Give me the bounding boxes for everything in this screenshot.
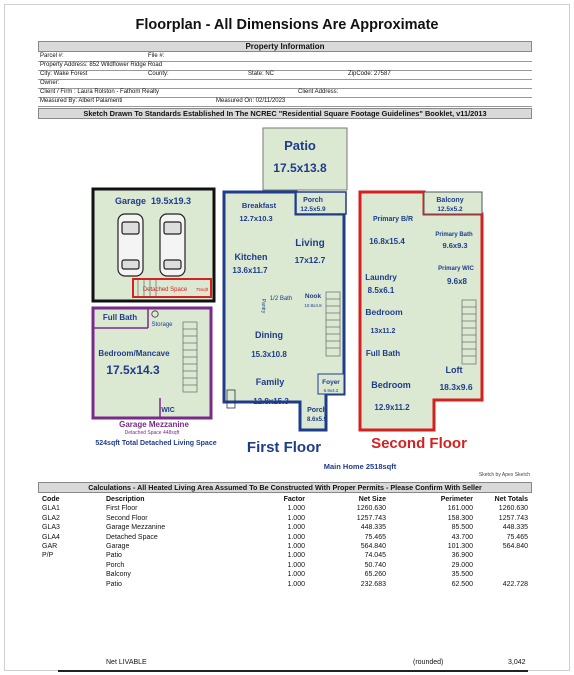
kitchen-label: Kitchen xyxy=(234,252,268,262)
dining-dim: 15.3x10.8 xyxy=(251,350,287,359)
info-row-measured xyxy=(38,97,532,107)
living-label: Living xyxy=(295,238,325,249)
table-row xyxy=(38,504,532,513)
measured-by-field: Measured By: Albert Palamenti xyxy=(40,98,123,104)
porch-top-dim: 12.5x5.9 xyxy=(300,206,326,213)
mezz-wic-label: WIC xyxy=(161,407,175,414)
primary-bath-dim: 9.6x9.3 xyxy=(442,241,468,250)
garage-label xyxy=(115,196,191,206)
bedroom-a-dim: 13x11.2 xyxy=(370,328,396,335)
net-livable-label: Net LIVABLE xyxy=(106,659,147,666)
calc-cell-perimeter: 161.000 xyxy=(447,505,473,513)
calc-cell-perimeter: 158.300 xyxy=(447,514,473,522)
table-row xyxy=(38,580,532,589)
breakfast-label: Breakfast xyxy=(241,201,277,210)
calc-cell-description: Detached Space xyxy=(106,533,158,541)
balcony-label: Balcony xyxy=(436,197,464,204)
calc-cell-perimeter: 35.500 xyxy=(451,571,473,579)
nook-dim: 10.8x4.8 xyxy=(304,303,322,308)
garage-name: Garage xyxy=(114,196,146,206)
calc-cell-perimeter: 36.900 xyxy=(451,552,473,560)
net-livable-value: 3,042 xyxy=(508,659,526,666)
calc-cell-net-total: 448.335 xyxy=(502,524,528,532)
calc-cell-perimeter: 29.000 xyxy=(451,561,473,569)
table-row xyxy=(38,514,532,523)
calc-cell-code: GLA4 xyxy=(42,533,60,541)
table-row xyxy=(38,533,532,542)
calculations-table xyxy=(38,495,532,589)
calc-col-perimeter: Perimeter xyxy=(440,496,473,503)
net-livable-rounded: (rounded) xyxy=(413,659,444,666)
net-livable-row xyxy=(38,659,532,669)
calc-col-net-size: Net Size xyxy=(358,496,386,503)
table-row xyxy=(38,561,532,570)
calc-cell-factor: 1.000 xyxy=(287,552,305,560)
kitchen-dim: 13.6x11.7 xyxy=(232,266,268,275)
porch-top-label: Porch xyxy=(303,197,323,204)
laundry-label: Laundry xyxy=(365,273,397,282)
calc-cell-code: GLA3 xyxy=(42,524,60,532)
calc-cell-code: GLA1 xyxy=(42,505,60,513)
mezz-full-bath-label: Full Bath xyxy=(102,313,138,322)
calc-cell-description: Patio xyxy=(106,552,122,560)
table-row xyxy=(38,570,532,579)
calc-cell-net-total: 75.465 xyxy=(506,533,528,541)
laundry-dim: 8.5x6.1 xyxy=(367,286,395,295)
calc-cell-factor: 1.000 xyxy=(287,571,305,579)
calc-cell-description: First Floor xyxy=(106,505,138,513)
half-bath-label: 1/2 Bath xyxy=(269,296,293,302)
state-field: State: NC xyxy=(248,71,275,77)
file-field: File #: xyxy=(148,53,165,59)
balcony-dim: 12.5x5.2 xyxy=(437,206,463,213)
calc-cell-net-size: 65.260 xyxy=(364,571,386,579)
porch-bottom-label: Porch xyxy=(307,407,327,414)
city-field: City: Wake Forest xyxy=(40,71,88,77)
client-firm-field: Client / Firm : Laura Rolston - Fathom Realty xyxy=(40,89,160,95)
measured-on-field: Measured On: 02/11/2023 xyxy=(216,98,286,104)
car-icon-right xyxy=(160,214,185,276)
full-bath-2-label: Full Bath xyxy=(365,349,401,358)
primary-br-label: Primary B/R xyxy=(372,216,414,223)
second-floor-label: Second Floor xyxy=(371,435,467,452)
calculations-banner: Calculations - All Heated Living Area Assumed To Be Constructed With Proper Permits - Please Confirm With Seller xyxy=(38,482,532,493)
calc-col-description: Description xyxy=(106,496,145,503)
foyer-label: Foyer xyxy=(322,379,340,386)
calc-cell-net-size: 448.335 xyxy=(360,524,386,532)
breakfast-dim: 12.7x10.3 xyxy=(239,214,273,223)
calc-cell-factor: 1.000 xyxy=(287,533,305,541)
primary-wic-label: Primary WIC xyxy=(438,266,474,272)
apex-sketch-credit: Sketch by Apex Sketch xyxy=(478,472,530,478)
calc-cell-code: P/P xyxy=(42,552,54,560)
calc-cell-description: Patio xyxy=(106,580,122,588)
detached-space-label: Detached Space xyxy=(142,287,188,293)
garage-dim: 19.5x19.3 xyxy=(150,196,192,206)
calc-cell-factor: 1.000 xyxy=(287,514,305,522)
bottom-rule xyxy=(58,670,528,672)
living-dim: 17x12.7 xyxy=(294,255,326,265)
calc-cell-factor: 1.000 xyxy=(287,542,305,550)
bedroom-mancave-dim: 17.5x14.3 xyxy=(106,363,160,377)
calc-cell-factor: 1.000 xyxy=(287,580,305,588)
family-dim: 12.8x15.3 xyxy=(253,397,289,406)
nook-label: Nook xyxy=(304,293,322,300)
calc-header-row xyxy=(38,495,532,504)
primary-bath-label: Primary Bath xyxy=(435,232,473,238)
calc-cell-net-size: 50.740 xyxy=(364,561,386,569)
loft-dim: 18.3x9.6 xyxy=(439,382,473,392)
dining-label: Dining xyxy=(255,330,283,340)
calc-col-net-totals: Net Totals xyxy=(494,496,528,503)
patio-dim: 17.5x13.8 xyxy=(273,161,327,175)
calc-cell-factor: 1.000 xyxy=(287,505,305,513)
patio-label: Patio xyxy=(284,138,316,153)
calc-cell-net-size: 1260.630 xyxy=(356,505,386,513)
primary-wic-dim: 9.6x8 xyxy=(446,277,468,286)
table-row xyxy=(38,551,532,560)
calc-cell-net-size: 232.683 xyxy=(360,580,386,588)
address-field: Property Address: 852 Wildflower Ridge Road xyxy=(40,62,163,68)
bedroom-a-label: Bedroom xyxy=(365,307,403,317)
floorplan-sketch xyxy=(38,122,532,478)
first-floor-label: First Floor xyxy=(246,439,322,456)
calc-cell-net-total: 564.840 xyxy=(502,542,528,550)
calc-cell-net-size: 74.045 xyxy=(364,552,386,560)
calc-cell-description: Porch xyxy=(106,561,125,569)
table-row xyxy=(38,542,532,551)
car-icon-left xyxy=(118,214,143,276)
calc-col-code: Code xyxy=(42,496,60,503)
total-detached-label: 524sqft Total Detached Living Space xyxy=(95,440,217,447)
calc-cell-code: GAR xyxy=(42,542,58,550)
calc-cell-perimeter: 101.300 xyxy=(447,542,473,550)
calc-cell-description: Garage xyxy=(106,542,130,550)
zip-field: ZipCode: 27587 xyxy=(348,71,391,77)
garage-mezzanine-label: Garage Mezzanine xyxy=(119,420,189,429)
loft-label: Loft xyxy=(445,365,463,375)
calc-cell-net-total: 1260.630 xyxy=(498,505,528,513)
parcel-field: Parcel #: xyxy=(40,53,64,59)
calc-cell-perimeter: 85.500 xyxy=(451,524,473,532)
detached-space-sqft: 75sqft xyxy=(195,287,209,292)
calc-cell-net-total: 422.728 xyxy=(502,580,528,588)
family-label: Family xyxy=(255,377,285,387)
foyer-dim: 6.9x4.2 xyxy=(323,388,339,393)
table-row xyxy=(38,523,532,532)
pantry-label: Pantry xyxy=(260,298,266,314)
sketch-standards-banner: Sketch Drawn To Standards Established In The NCREC "Residential Square Footage Guidelines" Booklet, v11/2013 xyxy=(38,108,532,119)
primary-br-dim: 16.8x15.4 xyxy=(369,237,405,246)
calc-cell-factor: 1.000 xyxy=(287,561,305,569)
owner-field: Owner: xyxy=(40,80,60,86)
calc-cell-net-size: 1257.743 xyxy=(356,514,386,522)
calc-cell-net-size: 75.465 xyxy=(364,533,386,541)
calc-cell-code: GLA2 xyxy=(42,514,60,522)
calc-cell-perimeter: 43.700 xyxy=(451,533,473,541)
calc-col-factor: Factor xyxy=(283,496,305,503)
client-address-field: Client Address: xyxy=(298,89,339,95)
storage-label: Storage xyxy=(151,322,173,328)
property-info-header: Property Information xyxy=(38,41,532,52)
calc-cell-net-size: 564.840 xyxy=(360,542,386,550)
calc-cell-description: Garage Mezzanine xyxy=(106,524,166,532)
garage-mezzanine-sub: Detached Space 448sqft xyxy=(124,430,180,436)
bedroom-b-dim: 12.9x11.2 xyxy=(374,403,410,412)
page-title: Floorplan - All Dimensions Are Approximate xyxy=(135,17,439,33)
calc-cell-factor: 1.000 xyxy=(287,524,305,532)
bedroom-mancave-label: Bedroom/Mancave xyxy=(98,349,170,358)
calc-cell-description: Balcony xyxy=(106,571,131,579)
main-home-label: Main Home 2518sqft xyxy=(323,462,397,471)
calc-cell-net-total: 1257.743 xyxy=(498,514,528,522)
bedroom-b-label: Bedroom xyxy=(371,380,411,390)
porch-bottom-dim: 8.6x5.9 xyxy=(306,417,328,423)
calc-cell-description: Second Floor xyxy=(106,514,148,522)
calc-cell-perimeter: 62.500 xyxy=(451,580,473,588)
county-field: County: xyxy=(148,71,169,77)
